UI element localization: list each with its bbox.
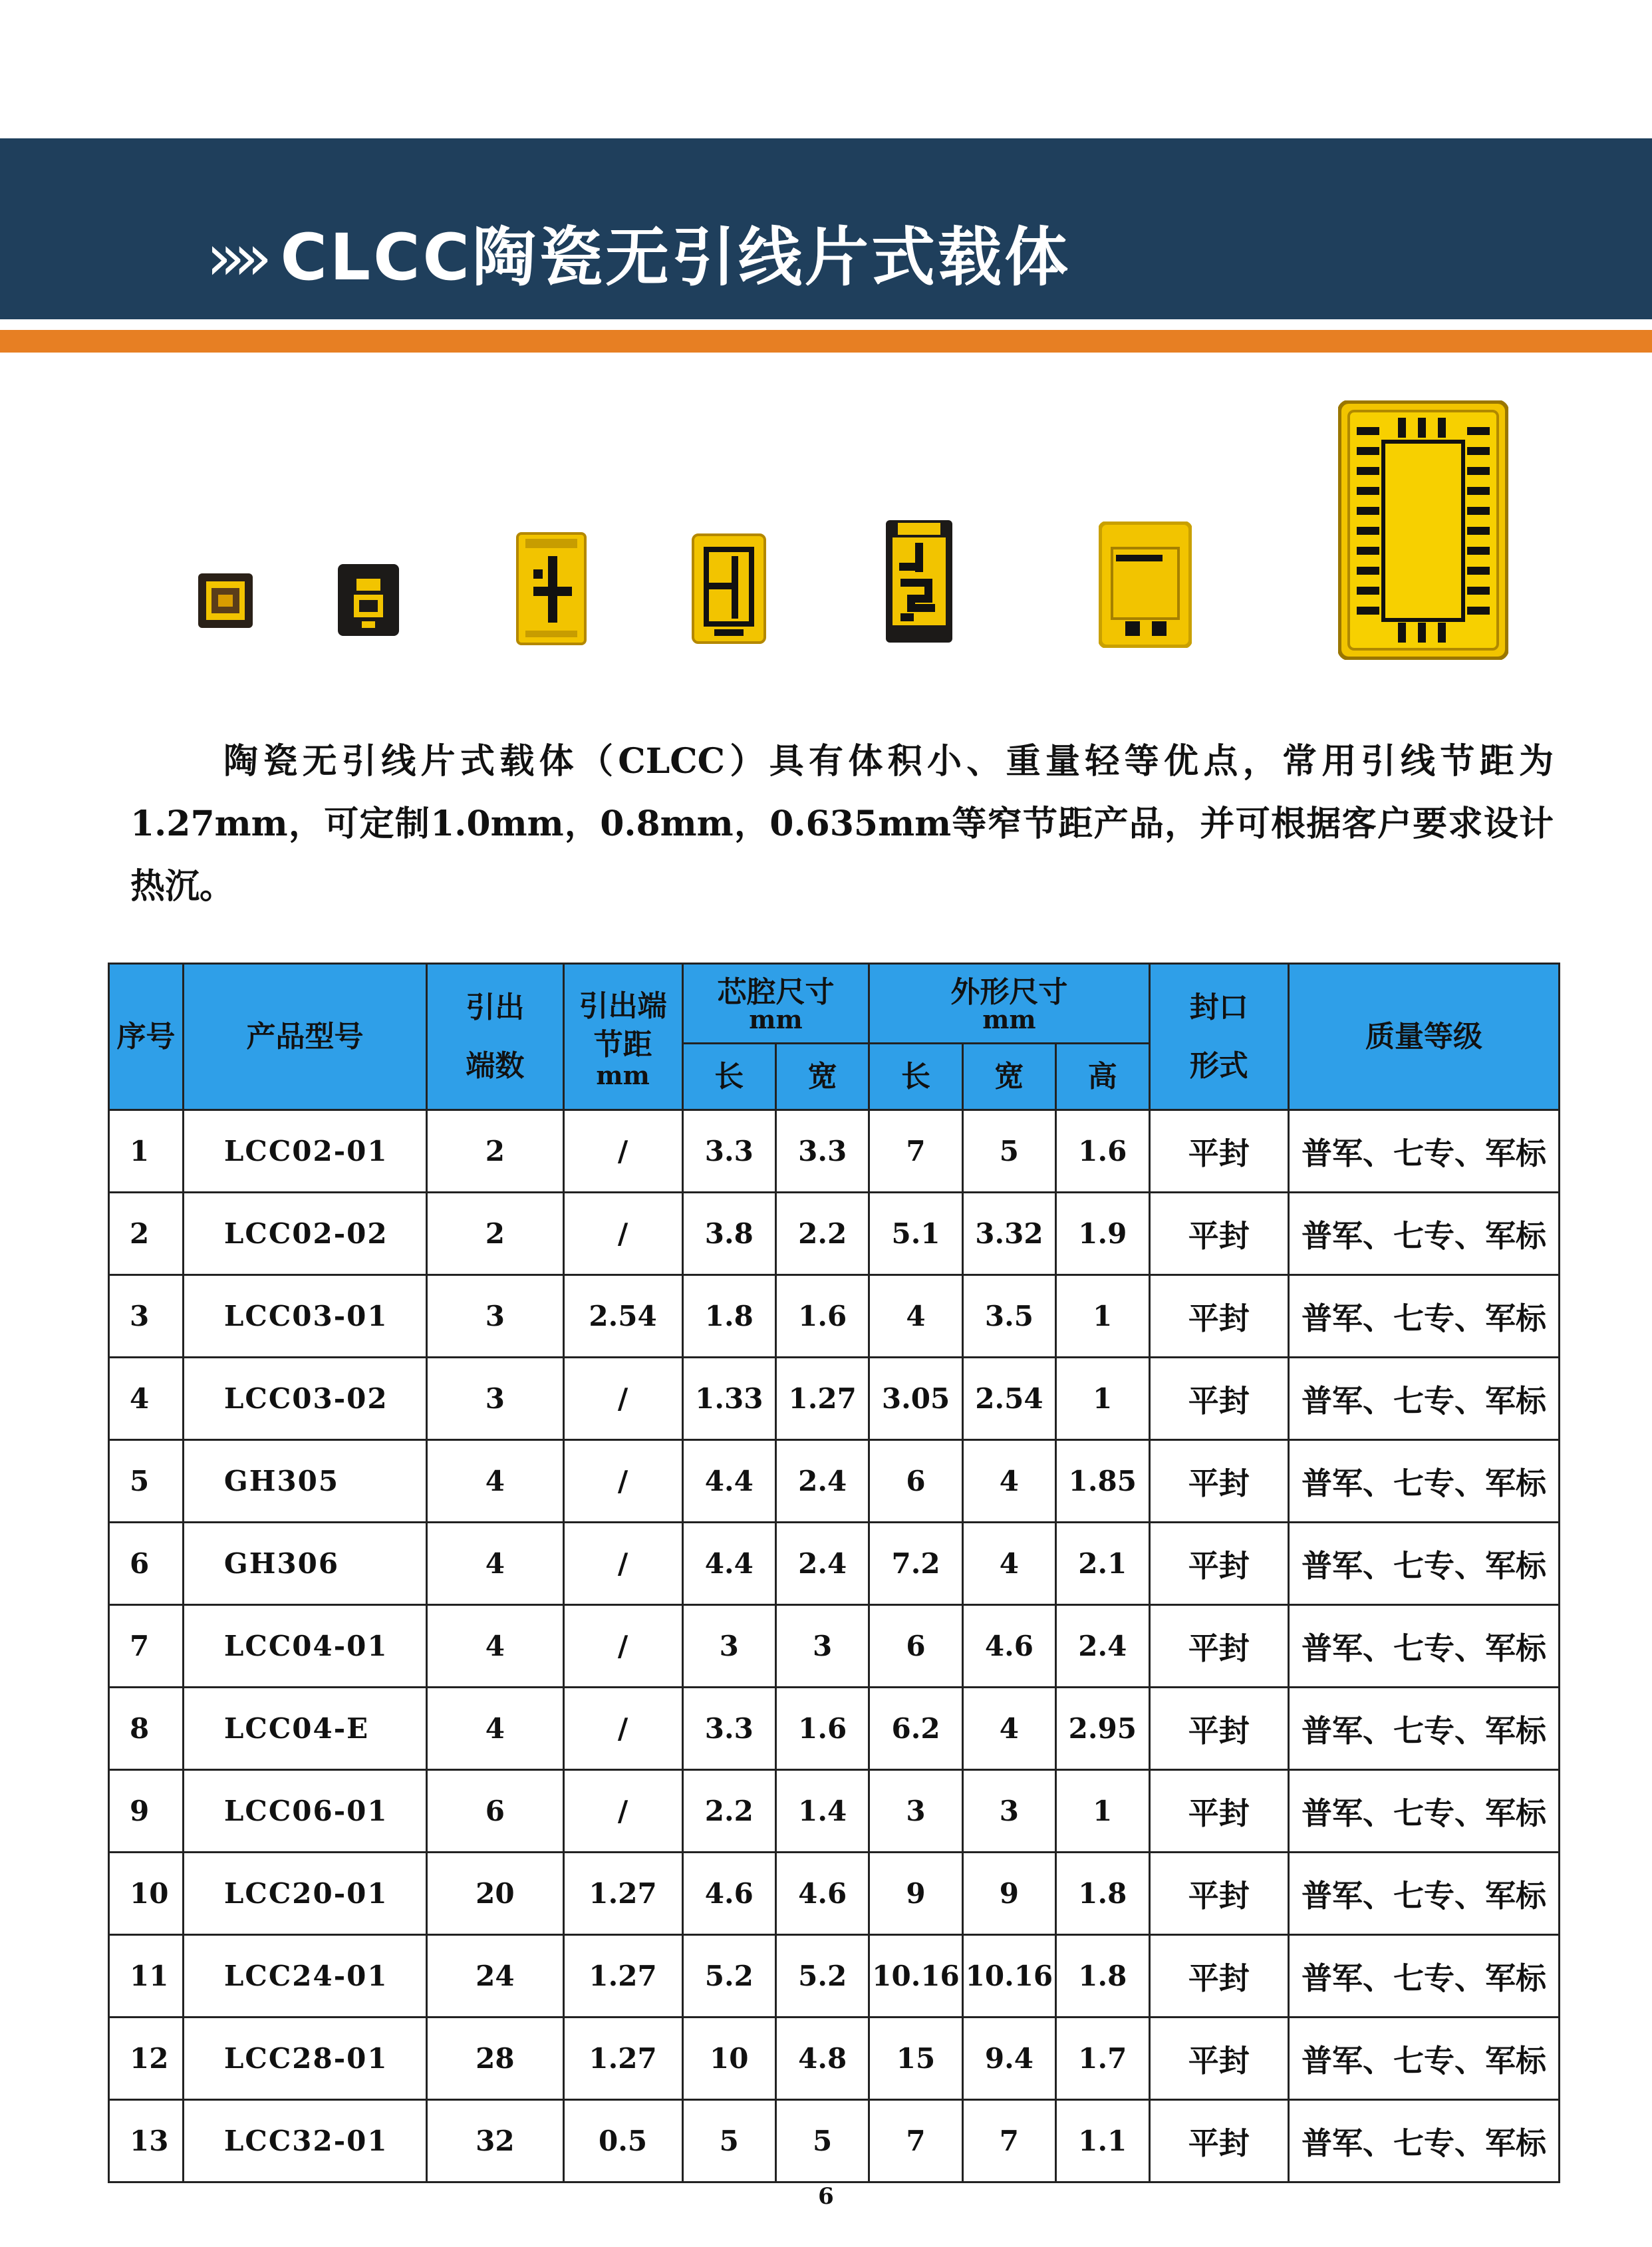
cell-cav-l: 5 bbox=[682, 2100, 775, 2182]
table-row bbox=[109, 1275, 1560, 1358]
cell-out-h: 1.8 bbox=[1056, 1853, 1149, 1935]
table-row bbox=[109, 1523, 1560, 1605]
header-pitch-text: 引出端节距 bbox=[579, 988, 667, 1062]
cell-cav-l: 1.8 bbox=[682, 1275, 775, 1358]
cell-cav-w: 3.3 bbox=[775, 1110, 869, 1193]
cell-grade: 普军、七专、军标 bbox=[1289, 1935, 1560, 2018]
cell-out-h: 1 bbox=[1056, 1275, 1149, 1358]
header-seq: 序号 bbox=[109, 964, 184, 1110]
header-seal bbox=[1149, 964, 1289, 1110]
header-outline-unit: mm bbox=[982, 1004, 1036, 1034]
cell-model: LCC03-02 bbox=[183, 1358, 426, 1440]
header-outline bbox=[869, 964, 1149, 1044]
header-pitch-unit: mm bbox=[596, 1060, 650, 1090]
header-cavity-text: 芯腔尺寸 bbox=[717, 974, 835, 1009]
cell-seal: 平封 bbox=[1149, 1688, 1289, 1770]
cell-out-l: 4 bbox=[869, 1275, 962, 1358]
cell-model: LCC24-01 bbox=[183, 1935, 426, 2018]
page-title bbox=[206, 214, 1071, 301]
cell-grade: 普军、七专、军标 bbox=[1289, 1605, 1560, 1688]
cell-cav-l: 3.3 bbox=[682, 1110, 775, 1193]
cell-out-h: 2.95 bbox=[1056, 1688, 1149, 1770]
chip-photo-3 bbox=[516, 532, 587, 645]
cell-out-h: 1.8 bbox=[1056, 1935, 1149, 2018]
cell-cav-l: 4.6 bbox=[682, 1853, 775, 1935]
cell-out-l: 3 bbox=[869, 1770, 962, 1853]
cell-seq: 8 bbox=[109, 1688, 184, 1770]
cell-model: LCC02-02 bbox=[183, 1193, 426, 1275]
cell-out-w: 9.4 bbox=[962, 2018, 1055, 2100]
cell-grade: 普军、七专、军标 bbox=[1289, 2018, 1560, 2100]
cell-seal: 平封 bbox=[1149, 1440, 1289, 1523]
chip-photo-1 bbox=[197, 572, 254, 629]
header-pins bbox=[427, 964, 563, 1110]
spec-table bbox=[108, 963, 1560, 2183]
page-title-text: CLCC陶瓷无引线片式载体 bbox=[280, 220, 1071, 295]
header-pins-text: 引出端数 bbox=[466, 990, 525, 1083]
cell-out-l: 7 bbox=[869, 2100, 962, 2182]
cell-seq: 2 bbox=[109, 1193, 184, 1275]
cell-out-w: 3.32 bbox=[962, 1193, 1055, 1275]
cell-out-w: 4 bbox=[962, 1523, 1055, 1605]
chip-photo-7 bbox=[1338, 400, 1508, 660]
page-number: 6 bbox=[818, 2183, 834, 2210]
cell-model: GH306 bbox=[183, 1523, 426, 1605]
cell-seal: 平封 bbox=[1149, 1935, 1289, 2018]
cell-cav-l: 3.8 bbox=[682, 1193, 775, 1275]
cell-pitch: 1.27 bbox=[563, 1853, 682, 1935]
cell-grade: 普军、七专、军标 bbox=[1289, 1110, 1560, 1193]
cell-pitch: 0.5 bbox=[563, 2100, 682, 2182]
header-cavity-unit: mm bbox=[749, 1004, 803, 1034]
cell-pitch: / bbox=[563, 1523, 682, 1605]
chip-photo-5 bbox=[885, 519, 954, 644]
intro-paragraph: 陶瓷无引线片式载体（CLCC）具有体积小、重量轻等优点，常用引线节距为1.27mm，可定制1.0mm，0.8mm，0.635mm等窄节距产品，并可根据客户要求设计热沉。 bbox=[130, 741, 1554, 907]
cell-cav-l: 3 bbox=[682, 1605, 775, 1688]
cell-out-l: 6.2 bbox=[869, 1688, 962, 1770]
cell-out-l: 6 bbox=[869, 1605, 962, 1688]
cell-pins: 3 bbox=[427, 1275, 563, 1358]
header-cavity-width: 宽 bbox=[775, 1044, 869, 1110]
cell-out-h: 1.85 bbox=[1056, 1440, 1149, 1523]
chip-photo-6 bbox=[1099, 522, 1192, 648]
table-row bbox=[109, 2018, 1560, 2100]
cell-seq: 13 bbox=[109, 2100, 184, 2182]
cell-out-h: 1 bbox=[1056, 1770, 1149, 1853]
cell-pitch: / bbox=[563, 1193, 682, 1275]
cell-seal: 平封 bbox=[1149, 1770, 1289, 1853]
cell-seal: 平封 bbox=[1149, 1605, 1289, 1688]
cell-cav-w: 4.6 bbox=[775, 1853, 869, 1935]
cell-cav-w: 4.8 bbox=[775, 2018, 869, 2100]
cell-model: LCC06-01 bbox=[183, 1770, 426, 1853]
cell-out-w: 4 bbox=[962, 1688, 1055, 1770]
cell-out-w: 4 bbox=[962, 1440, 1055, 1523]
cell-out-w: 9 bbox=[962, 1853, 1055, 1935]
cell-seq: 3 bbox=[109, 1275, 184, 1358]
cell-seq: 11 bbox=[109, 1935, 184, 2018]
cell-seq: 4 bbox=[109, 1358, 184, 1440]
cell-out-h: 1.9 bbox=[1056, 1193, 1149, 1275]
cell-out-h: 1.1 bbox=[1056, 2100, 1149, 2182]
cell-out-l: 9 bbox=[869, 1853, 962, 1935]
cell-model: LCC04-E bbox=[183, 1688, 426, 1770]
table-row bbox=[109, 1688, 1560, 1770]
cell-cav-l: 5.2 bbox=[682, 1935, 775, 2018]
cell-pins: 4 bbox=[427, 1523, 563, 1605]
cell-out-w: 4.6 bbox=[962, 1605, 1055, 1688]
cell-cav-w: 2.4 bbox=[775, 1523, 869, 1605]
cell-out-l: 3.05 bbox=[869, 1358, 962, 1440]
table-row bbox=[109, 2100, 1560, 2182]
chevron-double-right-icon: »» bbox=[206, 220, 261, 295]
cell-cav-l: 3.3 bbox=[682, 1688, 775, 1770]
header-outline-text: 外形尺寸 bbox=[950, 974, 1068, 1009]
cell-out-l: 7 bbox=[869, 1110, 962, 1193]
cell-seq: 10 bbox=[109, 1853, 184, 1935]
cell-out-l: 7.2 bbox=[869, 1523, 962, 1605]
table-row bbox=[109, 1770, 1560, 1853]
cell-grade: 普军、七专、军标 bbox=[1289, 1523, 1560, 1605]
table-row bbox=[109, 1935, 1560, 2018]
cell-cav-l: 4.4 bbox=[682, 1440, 775, 1523]
cell-grade: 普军、七专、军标 bbox=[1289, 1688, 1560, 1770]
product-photo-row bbox=[0, 386, 1652, 678]
cell-pitch: / bbox=[563, 1440, 682, 1523]
cell-grade: 普军、七专、军标 bbox=[1289, 1440, 1560, 1523]
header-cavity bbox=[682, 964, 869, 1044]
cell-cav-w: 3 bbox=[775, 1605, 869, 1688]
accent-bar bbox=[0, 330, 1652, 353]
cell-cav-w: 5 bbox=[775, 2100, 869, 2182]
chip-photo-4 bbox=[692, 533, 766, 644]
cell-pitch: / bbox=[563, 1770, 682, 1853]
cell-out-l: 6 bbox=[869, 1440, 962, 1523]
cell-model: LCC02-01 bbox=[183, 1110, 426, 1193]
cell-cav-w: 2.2 bbox=[775, 1193, 869, 1275]
cell-pitch: 2.54 bbox=[563, 1275, 682, 1358]
cell-pitch: 1.27 bbox=[563, 2018, 682, 2100]
cell-pins: 4 bbox=[427, 1688, 563, 1770]
cell-seq: 5 bbox=[109, 1440, 184, 1523]
cell-cav-w: 1.6 bbox=[775, 1688, 869, 1770]
cell-seq: 6 bbox=[109, 1523, 184, 1605]
cell-model: LCC04-01 bbox=[183, 1605, 426, 1688]
cell-pins: 24 bbox=[427, 1935, 563, 2018]
cell-seq: 9 bbox=[109, 1770, 184, 1853]
cell-out-l: 15 bbox=[869, 2018, 962, 2100]
cell-seal: 平封 bbox=[1149, 1193, 1289, 1275]
header-grade: 质量等级 bbox=[1289, 964, 1560, 1110]
header-pitch bbox=[563, 964, 682, 1110]
cell-out-h: 2.4 bbox=[1056, 1605, 1149, 1688]
cell-model: LCC28-01 bbox=[183, 2018, 426, 2100]
cell-out-h: 2.1 bbox=[1056, 1523, 1149, 1605]
cell-model: LCC03-01 bbox=[183, 1275, 426, 1358]
cell-cav-l: 2.2 bbox=[682, 1770, 775, 1853]
cell-seal: 平封 bbox=[1149, 1853, 1289, 1935]
cell-cav-w: 1.6 bbox=[775, 1275, 869, 1358]
cell-pitch: / bbox=[563, 1688, 682, 1770]
cell-seq: 12 bbox=[109, 2018, 184, 2100]
cell-pitch: / bbox=[563, 1605, 682, 1688]
cell-pitch: / bbox=[563, 1358, 682, 1440]
cell-seal: 平封 bbox=[1149, 1523, 1289, 1605]
cell-model: LCC32-01 bbox=[183, 2100, 426, 2182]
cell-seal: 平封 bbox=[1149, 2018, 1289, 2100]
table-row bbox=[109, 1358, 1560, 1440]
header-outline-width: 宽 bbox=[962, 1044, 1055, 1110]
header-cavity-length: 长 bbox=[682, 1044, 775, 1110]
cell-cav-w: 2.4 bbox=[775, 1440, 869, 1523]
cell-out-w: 5 bbox=[962, 1110, 1055, 1193]
cell-out-w: 7 bbox=[962, 2100, 1055, 2182]
cell-seal: 平封 bbox=[1149, 1358, 1289, 1440]
cell-pins: 20 bbox=[427, 1853, 563, 1935]
cell-out-w: 2.54 bbox=[962, 1358, 1055, 1440]
cell-cav-w: 1.27 bbox=[775, 1358, 869, 1440]
cell-pins: 3 bbox=[427, 1358, 563, 1440]
header-seal-text: 封口形式 bbox=[1189, 990, 1248, 1083]
cell-out-w: 3 bbox=[962, 1770, 1055, 1853]
cell-seal: 平封 bbox=[1149, 1275, 1289, 1358]
cell-model: GH305 bbox=[183, 1440, 426, 1523]
cell-grade: 普军、七专、军标 bbox=[1289, 1770, 1560, 1853]
cell-cav-w: 5.2 bbox=[775, 1935, 869, 2018]
table-row bbox=[109, 1440, 1560, 1523]
cell-pitch: 1.27 bbox=[563, 1935, 682, 2018]
cell-pins: 32 bbox=[427, 2100, 563, 2182]
header-outline-length: 长 bbox=[869, 1044, 962, 1110]
cell-pins: 4 bbox=[427, 1440, 563, 1523]
spec-table-body bbox=[109, 1110, 1560, 2182]
cell-out-w: 10.16 bbox=[962, 1935, 1055, 2018]
cell-cav-l: 1.33 bbox=[682, 1358, 775, 1440]
cell-pins: 6 bbox=[427, 1770, 563, 1853]
cell-seq: 1 bbox=[109, 1110, 184, 1193]
cell-cav-l: 10 bbox=[682, 2018, 775, 2100]
cell-out-h: 1.7 bbox=[1056, 2018, 1149, 2100]
cell-grade: 普军、七专、军标 bbox=[1289, 2100, 1560, 2182]
table-row bbox=[109, 1110, 1560, 1193]
cell-out-l: 5.1 bbox=[869, 1193, 962, 1275]
cell-cav-l: 4.4 bbox=[682, 1523, 775, 1605]
cell-cav-w: 1.4 bbox=[775, 1770, 869, 1853]
cell-out-l: 10.16 bbox=[869, 1935, 962, 2018]
cell-out-w: 3.5 bbox=[962, 1275, 1055, 1358]
header-model: 产品型号 bbox=[183, 964, 426, 1110]
cell-pins: 4 bbox=[427, 1605, 563, 1688]
cell-pins: 2 bbox=[427, 1110, 563, 1193]
cell-pins: 2 bbox=[427, 1193, 563, 1275]
cell-seq: 7 bbox=[109, 1605, 184, 1688]
table-row bbox=[109, 1853, 1560, 1935]
table-row bbox=[109, 1193, 1560, 1275]
cell-pins: 28 bbox=[427, 2018, 563, 2100]
table-row bbox=[109, 1605, 1560, 1688]
cell-grade: 普军、七专、军标 bbox=[1289, 1358, 1560, 1440]
cell-pitch: / bbox=[563, 1110, 682, 1193]
cell-seal: 平封 bbox=[1149, 1110, 1289, 1193]
cell-grade: 普军、七专、军标 bbox=[1289, 1853, 1560, 1935]
cell-grade: 普军、七专、军标 bbox=[1289, 1193, 1560, 1275]
cell-seal: 平封 bbox=[1149, 2100, 1289, 2182]
cell-out-h: 1.6 bbox=[1056, 1110, 1149, 1193]
cell-model: LCC20-01 bbox=[183, 1853, 426, 1935]
chip-photo-2 bbox=[337, 563, 400, 637]
cell-out-h: 1 bbox=[1056, 1358, 1149, 1440]
header-outline-height: 高 bbox=[1056, 1044, 1149, 1110]
cell-grade: 普军、七专、军标 bbox=[1289, 1275, 1560, 1358]
